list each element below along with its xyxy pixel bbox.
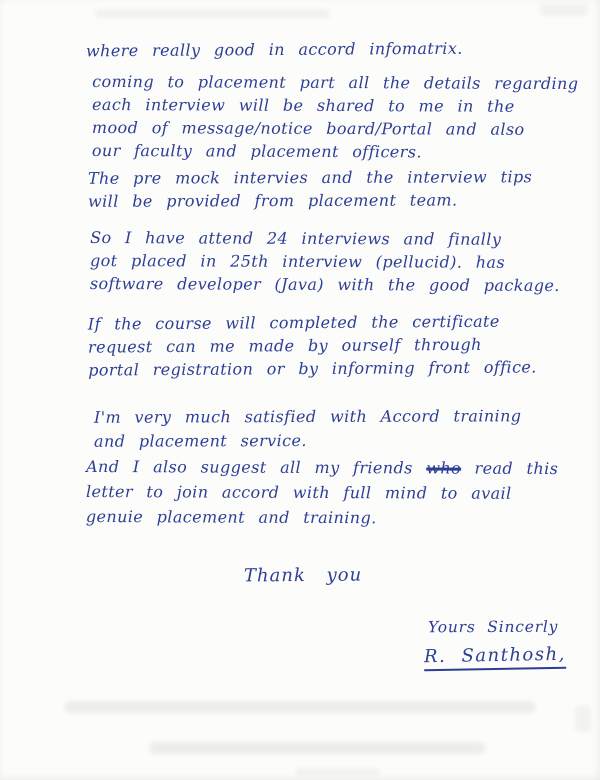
letter-line: software developer (Java) with the good package.: [89, 273, 560, 296]
letter-line: request can me made by ourself through: [87, 334, 482, 357]
letter-line-text: And I also suggest all my friends: [86, 456, 427, 478]
letter-line: coming to placement part all the details regarding: [92, 71, 579, 94]
letter-line: our faculty and placement officers.: [91, 140, 422, 162]
paragraph-3: [88, 165, 532, 213]
signoff-text: Yours Sincerly: [427, 617, 559, 637]
letter-line: [86, 455, 558, 482]
letter-line: each interview will be shared to me in the: [92, 94, 515, 116]
letter-line: portal registration or by informing front office.: [88, 357, 537, 380]
letter-line: The pre mock intervies and the interview tips: [87, 167, 533, 188]
letter-line: So I have attend 24 interviews and finally: [90, 227, 502, 249]
letter-line: letter to join accord with full mind to avail: [85, 481, 512, 503]
bleed-through-mark: [150, 742, 485, 754]
scratched-out-word: who: [426, 458, 462, 478]
paragraph-1: [86, 37, 463, 63]
letter-line: If the course will completed the certificate: [87, 311, 500, 334]
thank-you-text: Thank you: [243, 564, 363, 587]
bleed-through-mark: [540, 4, 588, 16]
paragraph-6: [94, 404, 522, 453]
letter-line: will be provided from placement team.: [88, 190, 458, 211]
bleed-through-mark: [295, 768, 380, 776]
letter-line: where really good in accord infomatrix.: [85, 38, 463, 61]
bleed-through-mark: [65, 701, 535, 713]
bleed-through-mark: [95, 9, 330, 18]
letter-line: and placement service.: [94, 431, 307, 451]
paragraph-4: [90, 226, 560, 297]
letter-line-text: read this: [461, 458, 559, 479]
paragraph-2: [92, 70, 579, 164]
letter-line: mood of message/notice board/Portal and also: [91, 117, 525, 139]
letter-line: genuie placement and training.: [85, 506, 377, 528]
paragraph-5: [88, 309, 537, 381]
letter-line: got placed in 25th interview (pellucid). has: [89, 250, 506, 272]
bleed-through-mark: [575, 706, 591, 732]
letter-line: I'm very much satisfied with Accord training: [93, 406, 522, 427]
paragraph-7: [86, 455, 558, 532]
signature: R. Santhosh,: [424, 643, 566, 671]
